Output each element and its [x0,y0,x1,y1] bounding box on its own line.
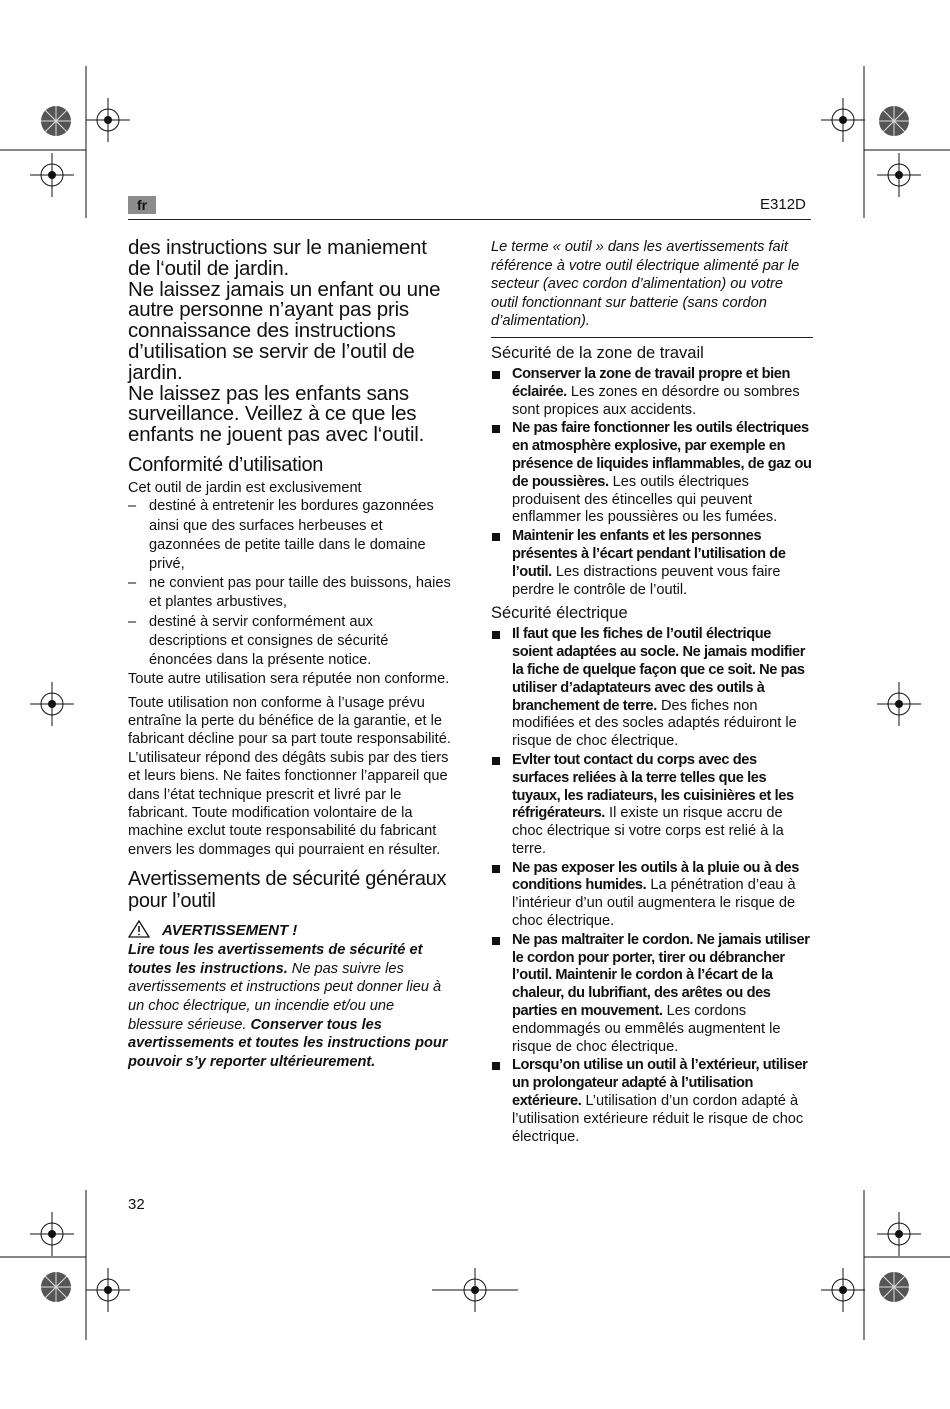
list-item: Conserver la zone de travail propre et bien éclairée. Les zones en désordre ou sombres sont propices aux accidents. [491,366,813,419]
square-bullet-icon [492,371,500,379]
list-item: – destiné à entretenir les bordures gazonnées ainsi que des surfaces herbeuses et gazonnées de petite taille dans le domaine privé, [128,498,434,572]
workplace-heading: Sécurité de la zone de travail [491,343,704,362]
list-item: Ne pas faire fonctionner les outils électriques en atmosphère explosive, par exemple en présence de liquides inflammables, de gaz ou de poussières. Les outils électriques produisent des étincelles qui peuvent enflammer les poussières ou les fumées. [491,420,813,527]
workplace-list [491,366,813,599]
square-bullet-icon [492,533,500,541]
warning-label-line [128,920,453,941]
dash-bullet: – [128,575,137,592]
conformity-lead: Cet outil de jardin est exclusivement [128,479,362,496]
list-item: Evlter tout contact du corps avec des surfaces reliées à la terre telles que les tuyaux, les radiateurs, les cuisinières et les réfrigérateurs. Il existe un risque accru de choc électrique si votre corps est relié à la terre. [491,752,813,859]
tool-term-note: Le terme « outil » dans les avertissements fait référence à votre outil électrique alimenté par le secteur (avec cordon d’alimentation) ou votre outil fonctionnant sur batterie (sans cordon d’alimentation). [491,239,800,330]
electric-heading: Sécurité électrique [491,604,628,623]
page-number: 32 [128,1196,145,1213]
warning-triangle-icon [128,920,150,938]
list-item: – ne convient pas pour taille des buissons, haies et plantes arbustives, [128,575,451,611]
model-code: E312D [760,196,806,213]
list-item: Il faut que les fiches de l’outil électrique soient adaptées au socle. Ne jamais modifier la fiche de quelque façon que ce soit. Ne pas utiliser d’adaptateurs avec des outils à branchement de terre. Des fiches non modifiées et des socles adaptés réduiront le risque de choc électrique. [491,626,813,751]
conformity-heading: Conformité d’utilisation [128,453,324,476]
intro-paragraph-1: des instructions sur le maniement de l‘outil de jardin. [128,236,427,280]
header-rule [128,219,811,220]
square-bullet-icon [492,425,500,433]
square-bullet-icon [492,631,500,639]
square-bullet-icon [492,1062,500,1070]
square-bullet-icon [492,937,500,945]
language-badge: fr [128,196,156,214]
list-item: – destiné à servir conformément aux descriptions et consignes de sécurité énoncées dans la présente notice. [128,613,389,668]
dash-bullet: – [128,498,137,515]
conformity-list [128,497,453,670]
list-item: Maintenir les enfants et les personnes présentes à l’écart pendant l’utilisation de l’outil. Les distractions peuvent vous faire perdre le contrôle de l’outil. [491,528,813,599]
list-item: Ne pas maltraiter le cordon. Ne jamais utiliser le cordon pour porter, tirer ou débrancher l’outil. Maintenir le cordon à l’écart de la chaleur, du lubrifiant, des arêtes ou des parties en mouvement. Les cordons endommagés ou emmêlés augmentent le risque de choc électrique. [491,932,813,1057]
list-item: Lorsqu’on utilise un outil à l’extérieur, utiliser un prolongateur adapté à l’utilisation extérieure. L’utilisation d’un cordon adapté à l’utilisation extérieure réduit le risque de choc électrique. [491,1057,813,1146]
warning-text: Lire tous les avertissements de sécurité et toutes les instructions. Ne pas suivre les avertissements et instructions peut donner lieu à un choc électrique, un incendie et/ou une blessure sérieuse. Conserver tous les avertissements et toutes les instructions pour pouvoir s’y reporter ultérieurement. [128,942,448,1070]
conformity-paragraph: Toute utilisation non conforme à l’usage prévu entraîne la perte du bénéfice de la garantie, et le fabricant décline pour sa part toute responsabilité. L’utilisateur répond des dégâts subis par des tiers et leurs biens. Ne faites fonctionner l’appareil que dans l’état technique prescrit et livré par le fabricant. Toute modification volontaire de la machine exclut toute responsabilité du fabricant envers les dommages qui pourraient en résulter. [128,694,451,858]
conformity-after: Toute autre utilisation sera réputée non conforme. [128,671,450,688]
right-column [491,238,813,1147]
list-item: Ne pas exposer les outils à la pluie ou à des conditions humides. La pénétration d’eau à l’intérieur d’un outil augmentera le risque de choc électrique. [491,860,813,931]
warning-label: AVERTISSEMENT ! [162,922,298,940]
square-bullet-icon [492,757,500,765]
dash-bullet: – [128,613,137,630]
electric-list [491,626,813,1146]
warnings-heading: Avertissements de sécurité généraux pour l’outil [128,868,447,913]
section-rule [491,337,813,338]
intro-paragraph-3: Ne laissez pas les enfants sans surveillance. Veillez à ce que les enfants ne jouent pas avec l‘outil. [128,381,425,447]
left-column [128,238,453,1071]
square-bullet-icon [492,865,500,873]
intro-paragraph-2: Ne laissez jamais un enfant ou une autre personne n’ayant pas pris connaissance des instructions d’utilisation se servir de l’outil de jardin. [128,277,441,384]
